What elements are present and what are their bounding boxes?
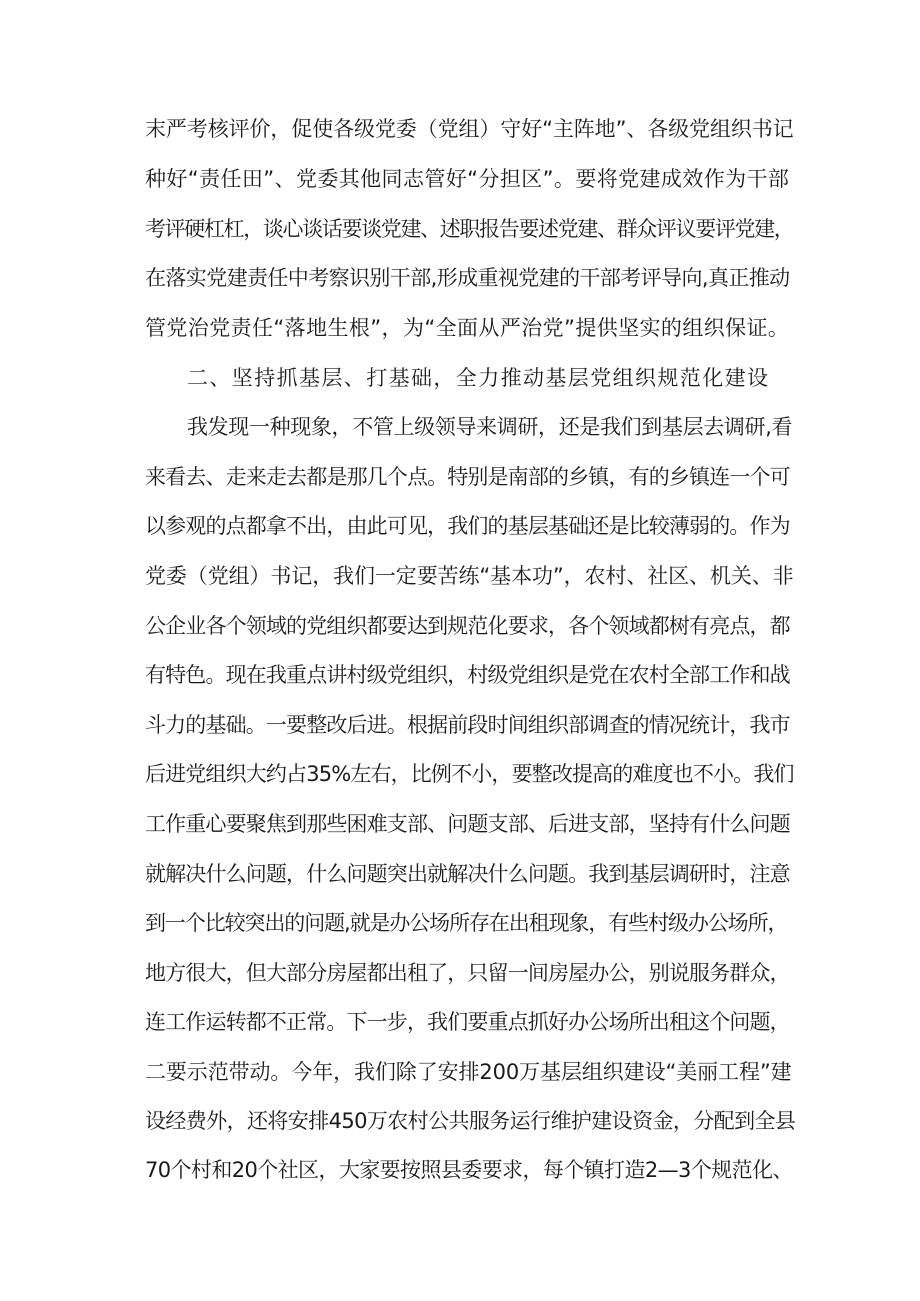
paragraph-line: 70个村和20个社区，大家要按照县委要求，每个镇打造2—3个规范化、 [145, 1158, 793, 1182]
paragraph-line: 斗力的基础。一要整改后进。根据前段时间组织部调查的情况统计，我市 [145, 713, 790, 737]
paragraph-line: 就解决什么问题，什么问题突出就解决什么问题。我到基层调研时，注意 [145, 862, 790, 886]
paragraph-line: 连工作运转都不正常。下一步，我们要重点抓好办公场所出租这个问题， [145, 1010, 790, 1034]
paragraph-line: 以参观的点都拿不出，由此可见，我们的基层基础还是比较薄弱的。作为 [145, 514, 790, 538]
paragraph-line: 到一个比较突出的问题,就是办公场所存在出租现象，有些村级办公场所， [145, 911, 788, 935]
paragraph-line: 种好“责任田”、党委其他同志管好“分担区”。要将党建成效作为干部 [145, 167, 790, 191]
paragraph-line: 有特色。现在我重点讲村级党组织，村级党组织是党在农村全部工作和战 [145, 663, 790, 687]
paragraph-line: 管党治党责任“落地生根”，为“全面从严治党”提供坚实的组织保证。 [145, 316, 790, 340]
paragraph-line: 工作重心要聚焦到那些困难支部、问题支部、后进支部，坚持有什么问题 [145, 812, 790, 836]
paragraph-line: 考评硬杠杠，谈心谈话要谈党建、述职报告要述党建、群众评议要评党建， [145, 217, 794, 241]
paragraph-line: 来看去、走来走去都是那几个点。特别是南部的乡镇，有的乡镇连一个可 [145, 465, 790, 489]
paragraph-line: 二要示范带动。今年，我们除了安排200万基层组织建设“美丽工程”建 [145, 1060, 792, 1084]
paragraph-line: 我发现一种现象，不管上级领导来调研，还是我们到基层去调研,看 [187, 415, 793, 439]
section-heading: 二、坚持抓基层、打基础，全力推动基层党组织规范化建设 [187, 366, 770, 390]
paragraph-line: 在落实党建责任中考察识别干部,形成重视党建的干部考评导向,真正推动 [145, 266, 790, 290]
paragraph-line: 地方很大，但大部分房屋都出租了，只留一间房屋办公，别说服务群众， [145, 961, 790, 985]
paragraph-line: 党委（党组）书记，我们一定要苦练“基本功”，农村、社区、机关、非 [145, 564, 794, 588]
paragraph-line: 后进党组织大约占35%左右，比例不小，要整改提高的难度也不小。我们 [145, 762, 794, 786]
paragraph-line: 公企业各个领域的党组织都要达到规范化要求，各个领域都树有亮点，都 [145, 614, 790, 638]
paragraph-line: 末严考核评价，促使各级党委（党组）守好“主阵地”、各级党组织书记 [145, 117, 794, 141]
paragraph-line: 设经费外，还将安排450万农村公共服务运行维护建设资金，分配到全县 [145, 1109, 796, 1133]
